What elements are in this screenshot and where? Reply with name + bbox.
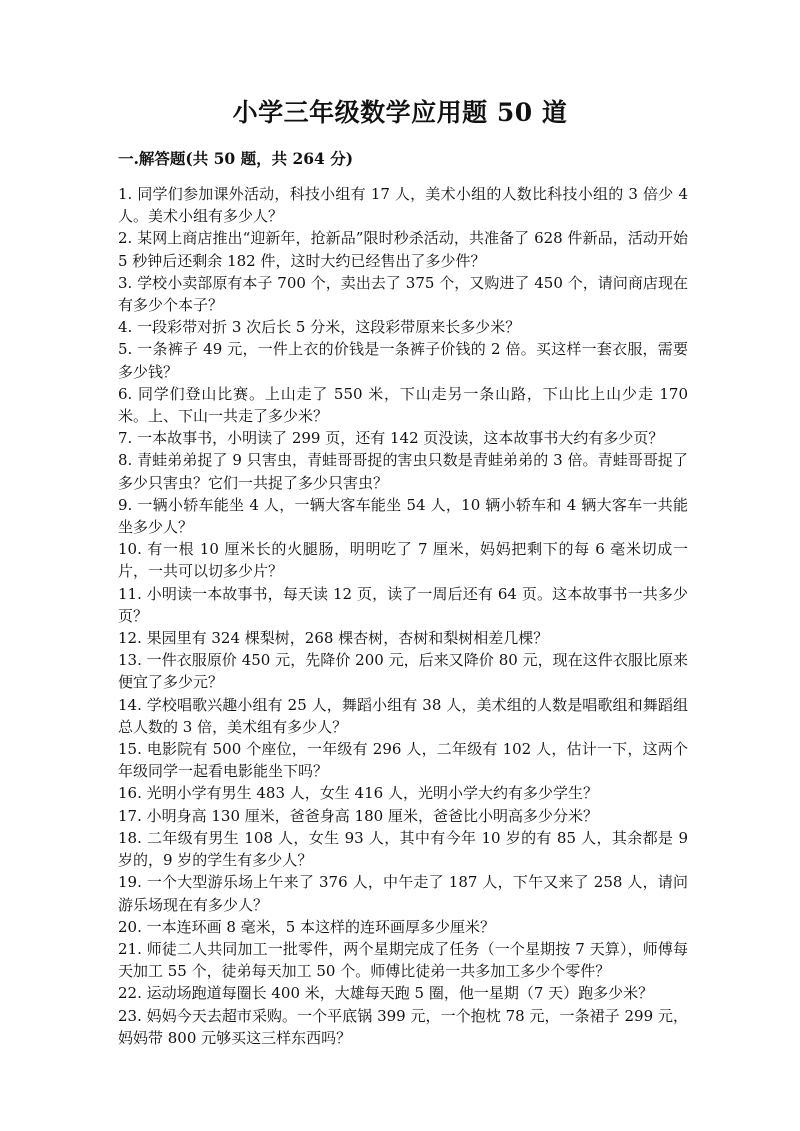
question-item: 20. 一本连环画 8 毫米，5 本这样的连环画厚多少厘米？ (118, 917, 496, 936)
question-item: 15. 电影院有 500 个座位，一年级有 296 人，二年级有 102 人，估计一下，这两个年级同学一起看电影能坐下吗？ (118, 740, 688, 781)
question-item: 2. 某网上商店推出“迎新年，抢新品”限时秒杀活动，共准备了 628 件新品，活动开始 5 秒钟后还剩余 182 件，这时大约已经售出了多少件？ (118, 229, 688, 270)
document-title: 小学三年级数学应用题 50 道 (232, 98, 568, 127)
question-item: 14. 学校唱歌兴趣小组有 25 人，舞蹈小组有 38 人，美术组的人数是唱歌组和舞蹈组总人数的 3 倍，美术组有多少人？ (118, 695, 688, 736)
question-item: 16. 光明小学有男生 483 人，女生 416 人，光明小学大约有多少学生？ (118, 784, 598, 803)
question-item: 13. 一件衣服原价 450 元，先降价 200 元，后来又降价 80 元，现在这件衣服比原来便宜了多少元？ (118, 651, 688, 692)
question-item: 1. 同学们参加课外活动，科技小组有 17 人，美术小组的人数比科技小组的 3 倍少 4 人。美术小组有多少人？ (118, 185, 688, 226)
question-item: 3. 学校小卖部原有本子 700 个，卖出去了 375 个，又购进了 450 个，请问商店现在有多少个本子？ (118, 273, 688, 315)
question-item: 17. 小明身高 130 厘米，爸爸身高 180 厘米，爸爸比小明高多少分米？ (118, 806, 598, 825)
question-item: 19. 一个大型游乐场上午来了 376 人，中午走了 187 人，下午又来了 258 人，请问游乐场现在有多少人？ (118, 873, 688, 914)
question-item: 5. 一条裤子 49 元，一件上衣的价钱是一条裤子价钱的 2 倍。买这样一套衣服，需要多少钱？ (118, 340, 688, 381)
question-item: 8. 青蛙弟弟捉了 9 只害虫，青蛙哥哥捉的害虫只数是青蛙弟弟的 3 倍。青蛙哥哥捉了多少只害虫？它们一共捉了多少只害虫？ (118, 451, 688, 492)
question-item: 21. 师徒二人共同加工一批零件，两个星期完成了任务（一个星期按 7 天算），师傅每天加工 55 个，徒弟每天加工 50 个。师傅比徒弟一共多加工多少个零件？ (118, 939, 688, 981)
question-item: 18. 二年级有男生 108 人，女生 93 人，其中有今年 10 岁的有 85 人，其余都是 9 岁的，9 岁的学生有多少人？ (118, 828, 688, 870)
question-item: 23. 妈妈今天去超市采购。一个平底锅 399 元，一个抱枕 78 元，一条裙子 299 元，妈妈带 800 元够买这三样东西吗？ (118, 1006, 688, 1047)
question-item: 10. 有一根 10 厘米长的火腿肠，明明吃了 7 厘米，妈妈把剩下的每 6 毫米切成一片，一共可以切多少片？ (118, 540, 688, 581)
question-item: 7. 一本故事书，小明读了 299 页，还有 142 页没读，这本故事书大约有多少页？ (118, 429, 664, 448)
question-item: 12. 果园里有 324 棵梨树，268 棵杏树，杏树和梨树相差几棵？ (118, 629, 549, 648)
question-item: 6. 同学们登山比赛。上山走了 550 米，下山走另一条山路，下山比上山少走 170 米。上、下山一共走了多少米？ (118, 384, 688, 426)
question-item: 4. 一段彩带对折 3 次后长 5 分米，这段彩带原来长多少米？ (118, 318, 521, 337)
question-item: 11. 小明读一本故事书，每天读 12 页，读了一周后还有 64 页。这本故事书一共多少页？ (118, 584, 688, 625)
section-header: 一.解答题(共 50 题，共 264 分) (118, 149, 354, 168)
question-item: 9. 一辆小轿车能坐 4 人，一辆大客车能坐 54 人，10 辆小轿车和 4 辆大客车一共能坐多少人？ (118, 495, 688, 537)
question-item: 22. 运动场跑道每圈长 400 米，大雄每天跑 5 圈，他一星期（7 天）跑多少米？ (118, 984, 654, 1003)
question-list (118, 183, 688, 1049)
